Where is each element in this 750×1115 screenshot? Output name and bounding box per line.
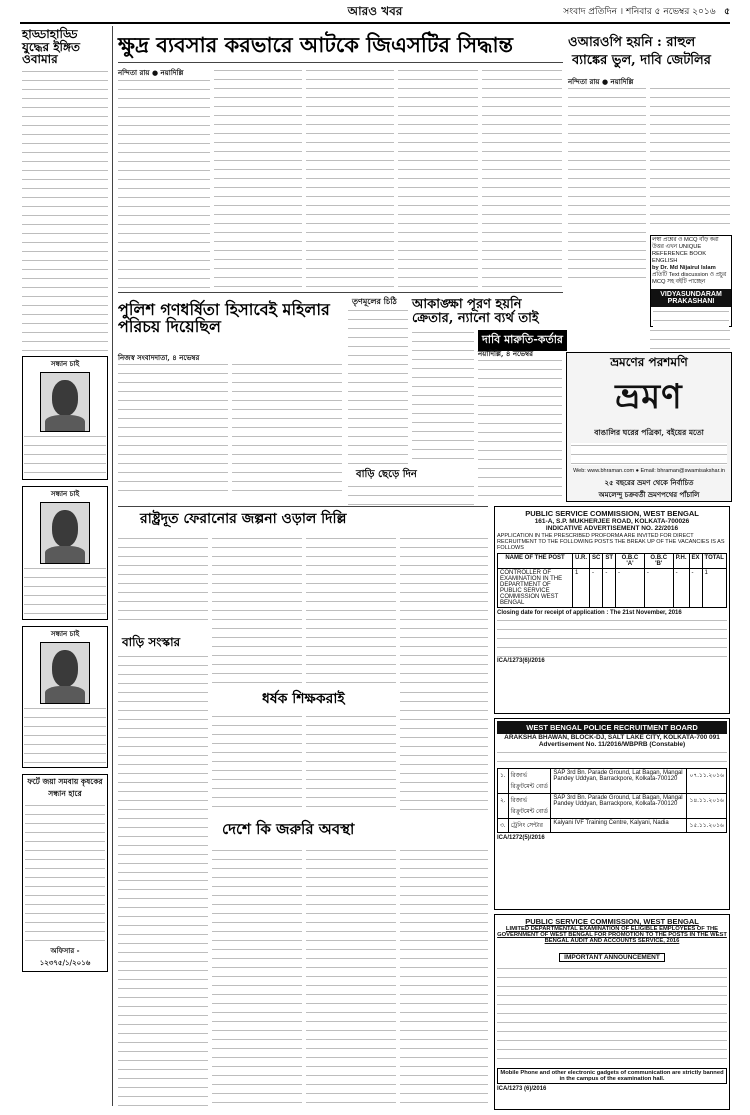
dharshak-text-col1 — [212, 714, 302, 814]
psc-ad-2 — [494, 914, 730, 1110]
psc-ad-title: PUBLIC SERVICE COMMISSION, WEST BENGAL — [525, 509, 699, 518]
table-header: NAME OF THE POST — [498, 554, 573, 569]
table-cell: ১৫.১১.২০১৬ — [687, 819, 727, 833]
missing-notice-text — [24, 566, 106, 618]
table-cell: ২. — [498, 794, 509, 819]
missing-person-photo — [40, 642, 90, 704]
date-line: সংবাদ প্রতিদিন । শনিবার ৫ নভেম্বর ২০১৬ ৫ — [563, 7, 730, 17]
missing-notice-title: সন্ধান চাই — [50, 358, 80, 368]
psc-ad-advt: INDICATIVE ADVERTISEMENT NO. 22/2016 — [545, 525, 679, 532]
emergency-text-col3 — [306, 848, 396, 1106]
table-header: U.R. — [573, 554, 590, 569]
table-cell: ০৭.১১.২০১৬ — [687, 769, 727, 794]
table-cell: রিজার্ভ রিক্রুটমেন্ট বোর্ড — [508, 769, 551, 794]
table-cell: 1 — [702, 569, 726, 608]
gst-text-col3 — [306, 68, 394, 288]
book-ad-contact — [650, 328, 730, 350]
table-row — [498, 794, 727, 819]
table-cell: - — [616, 569, 645, 608]
gst-headline: ক্ষুদ্র ব্যবসার করভারে আটকে জিএসটির সিদ্ধান্ত — [118, 32, 514, 57]
psc-ad-address: 161-A, S.P. MUKHERJEE ROAD, KOLKATA-700026 — [534, 518, 690, 525]
bari-small-headline: বাড়ি ছেড়ে দিন — [356, 469, 417, 480]
book-ad-line: লম্বা প্রশ্নের ও MCQ বাঁড় করা উত্তর এখন UNIQUE REFERENCE BOOK ENGLISH — [652, 237, 719, 264]
table-header: P.H. — [673, 554, 689, 569]
table-header: EX — [689, 554, 702, 569]
gst-text-col5 — [482, 68, 562, 288]
nano-text-col1 — [412, 330, 474, 466]
classified-ad-text — [25, 803, 105, 945]
missing-notice-2 — [22, 486, 108, 620]
rahul-headline: ওআরওপি হয়নি : রাহুল — [568, 35, 696, 50]
rahul-text-col1 — [568, 86, 646, 281]
envoy-text-col3 — [306, 536, 396, 686]
missing-notice-1 — [22, 356, 108, 480]
dharshak-text-col2 — [306, 714, 396, 814]
table-cell: - — [644, 569, 673, 608]
bhraman-web: Web: www.bhraman.com ● Email: bhraman@swamisakshar.in — [573, 467, 725, 474]
rahul-text-col2 — [650, 86, 730, 231]
gst-text-col2 — [214, 68, 302, 288]
table-header: TOTAL — [702, 554, 726, 569]
emergency-headline: দেশে কি জরুরি অবস্থা — [222, 820, 355, 838]
rahul-subheadline: ব্যাঙ্কের ভুল, দাবি জেটলির — [572, 53, 711, 68]
wbprb-advt: Advertisement No. 11/2016/WBPRB (Constable) — [538, 741, 686, 748]
column-rule — [112, 26, 113, 1106]
classified-ad-footer: অফিসার - ১২৩৭৫/১/২০১৬ — [39, 945, 91, 967]
rule — [118, 506, 488, 507]
emergency-text-col4 — [400, 848, 488, 1106]
bhraman-logo: ভ্রমণ — [615, 376, 683, 417]
section-title: আরও খবর — [347, 4, 403, 18]
table-header: O.B.C 'B' — [644, 554, 673, 569]
psc2-subtitle: LIMITED DEPARTMENTAL EXAMINATION OF ELIGIBLE EMPLOYEES OF THE GOVERNMENT OF WEST BENGAL FOR PROMOTION TO THE POSTS IN THE WEST BENGAL AUDIT AND ACCOUNTS SERVICE, 2016 — [497, 926, 727, 944]
missing-person-photo — [40, 372, 90, 432]
rahul-byline: নন্দিতা রায় ● নয়াদিল্লি — [568, 77, 634, 86]
table-cell: Kalyani IVF Training Centre, Kalyani, Nadia — [551, 819, 687, 833]
bhraman-bottom2: অমলেন্দু চক্রবর্তী ভ্রমণপথের পাঁচালি — [598, 489, 700, 499]
table-cell: CONTROLLER OF EXAMINATION IN THE DEPARTMENT OF PUBLIC SERVICE COMMISSION WEST BENGAL — [498, 569, 573, 608]
gst-text-col1 — [118, 78, 210, 288]
dharshak-text-col3 — [400, 690, 488, 814]
table-cell: - — [689, 569, 702, 608]
table-cell: ১. — [498, 769, 509, 794]
table-cell: ৩. — [498, 819, 509, 833]
wbprb-table — [497, 768, 727, 833]
obama-headline: হাড্ডাহাড্ডি যুদ্ধের ইঙ্গিত ওবামার — [22, 27, 80, 67]
missing-notice-3 — [22, 626, 108, 768]
table-cell: ট্রেনিং সেন্টার — [508, 819, 551, 833]
nano-tagline: দাবি মারুতি-কর্তার — [478, 330, 567, 351]
missing-notice-title: সন্ধান চাই — [50, 628, 80, 638]
bhraman-top: ভ্রমণের পরশমণি — [610, 355, 688, 369]
missing-notice-title: সন্ধান চাই — [50, 488, 80, 498]
table-header: SC — [590, 554, 603, 569]
bhraman-bottom: ২৫ বছরের ভ্রমণ থেকে নির্বাচিত — [604, 477, 694, 487]
wbprb-footer: ICA/1272(5)/2016 — [497, 835, 545, 841]
psc2-footer-box: Mobile Phone and other electronic gadgets of communication are strictly banned in the campus of the examination hall. — [497, 1068, 727, 1084]
book-ad-author: by Dr. Md Nijairul Islam — [652, 264, 716, 271]
psc2-footer: ICA/1273 (6)/2016 — [497, 1086, 547, 1092]
nano-byline: নয়াদিল্লি, ৪ নভেম্বর — [478, 349, 534, 358]
wbprb-address: ARAKSHA BHAWAN, BLOCK-DJ, SALT LAKE CITY, KOLKATA-700 091 — [504, 734, 720, 741]
obama-article-text — [22, 69, 108, 354]
left-column — [22, 28, 108, 972]
table-header: O.B.C 'A' — [616, 554, 645, 569]
psc-ad-closing: Closing date for receipt of application : The 21st November, 2016 — [497, 610, 682, 616]
gst-text-col4 — [398, 68, 478, 288]
wbprb-intro — [497, 750, 727, 766]
police-text-col2 — [232, 362, 342, 497]
table-cell: - — [590, 569, 603, 608]
page-header — [20, 0, 730, 24]
table-cell: - — [603, 569, 616, 608]
police-dateline: নিজস্ব সংবাদদাতা, ৪ নভেম্বর — [118, 353, 200, 362]
gst-byline: নন্দিতা রায় ● নয়াদিল্লি — [118, 68, 184, 77]
book-ad — [650, 235, 732, 327]
psc-ad-intro: APPLICATION IN THE PRESCRIBED PROFORMA ARE INVITED FOR DIRECT RECRUITMENT TO THE FOLLOWING POSTS THE BREAK UP OF THE VACANCIES IS AS FOLLOWS — [497, 533, 725, 551]
table-header: ST — [603, 554, 616, 569]
table-row — [498, 569, 727, 608]
book-ad-publisher: VIDYASUNDARAM PRAKASHANI — [651, 289, 731, 307]
psc2-notice: IMPORTANT ANNOUNCEMENT — [559, 953, 665, 962]
police-text-col1 — [118, 362, 228, 497]
rule — [118, 292, 563, 293]
envoy-text-col4 — [400, 536, 488, 686]
bhraman-details — [571, 443, 727, 465]
table-cell: 1 — [573, 569, 590, 608]
envoy-text-col1 — [118, 536, 208, 628]
psc2-body — [497, 966, 727, 1066]
psc-vacancy-table — [497, 553, 727, 608]
missing-notice-text — [24, 706, 106, 766]
dharshak-headline: ধর্ষক শিক্ষকরাই — [262, 691, 345, 707]
table-row — [498, 819, 727, 833]
police-headline: পুলিশ গণধর্ষিতা হিসাবেই মহিলার পরিচয় দিয়েছিল — [118, 300, 330, 336]
psc-ad-1 — [494, 506, 730, 714]
table-cell: ১৪.১১.২০১৬ — [687, 794, 727, 819]
missing-notice-text — [24, 434, 106, 478]
envoy-headline: রাষ্ট্রদূত ফেরানোর জল্পনা ওড়াল দিল্লি — [140, 511, 347, 527]
classified-ad-box — [22, 774, 108, 972]
psc2-title: PUBLIC SERVICE COMMISSION, WEST BENGAL — [525, 917, 699, 926]
nano-headline: আকাঙ্ক্ষা পূরণ হয়নি ক্রেতার, ন্যানো ব্যর্থ তাই — [412, 297, 539, 326]
bhraman-ad — [566, 352, 732, 502]
bari-sanskar-headline: বাড়ি সংস্কার — [122, 635, 181, 649]
emergency-text-col1 — [118, 878, 208, 1106]
trinamool-kicker: তৃণমূলের চিঠি — [352, 296, 397, 306]
book-ad-line: প্রতিটি Text discussion ও প্রচুর MCQ সহ বইটি পাচ্ছেন — [652, 271, 727, 285]
classified-ad-title: ফর্টে জয়া সমবায় কৃষকের সন্ধান হারে — [27, 776, 103, 798]
table-cell: রিজার্ভ রিক্রুটমেন্ট বোর্ড — [508, 794, 551, 819]
wbprb-title: WEST BENGAL POLICE RECRUITMENT BOARD — [497, 721, 727, 734]
table-cell: SAP 3rd Bn. Parade Ground, Lat Bagan, Mangal Pandey Uddyan, Barrackpore, Kolkata-700120 — [551, 769, 687, 794]
psc-ad-body — [497, 618, 727, 658]
table-cell: SAP 3rd Bn. Parade Ground, Lat Bagan, Mangal Pandey Uddyan, Barrackpore, Kolkata-700120 — [551, 794, 687, 819]
emergency-text-col2 — [212, 848, 302, 1106]
rule — [118, 62, 563, 63]
table-cell: - — [673, 569, 689, 608]
envoy-text-col2 — [212, 536, 302, 686]
bhraman-tagline: বাঙালির ঘরের পত্রিকা, বইয়ের মতো — [594, 427, 704, 437]
psc-ad-footer: ICA/1273(6)/2016 — [497, 658, 545, 664]
missing-person-photo — [40, 502, 90, 564]
bari-sanskar-text — [118, 654, 208, 874]
nano-text-col2 — [478, 358, 562, 503]
wbprb-ad — [494, 718, 730, 910]
trinamool-text-col1 — [348, 308, 408, 466]
table-row — [498, 769, 727, 794]
